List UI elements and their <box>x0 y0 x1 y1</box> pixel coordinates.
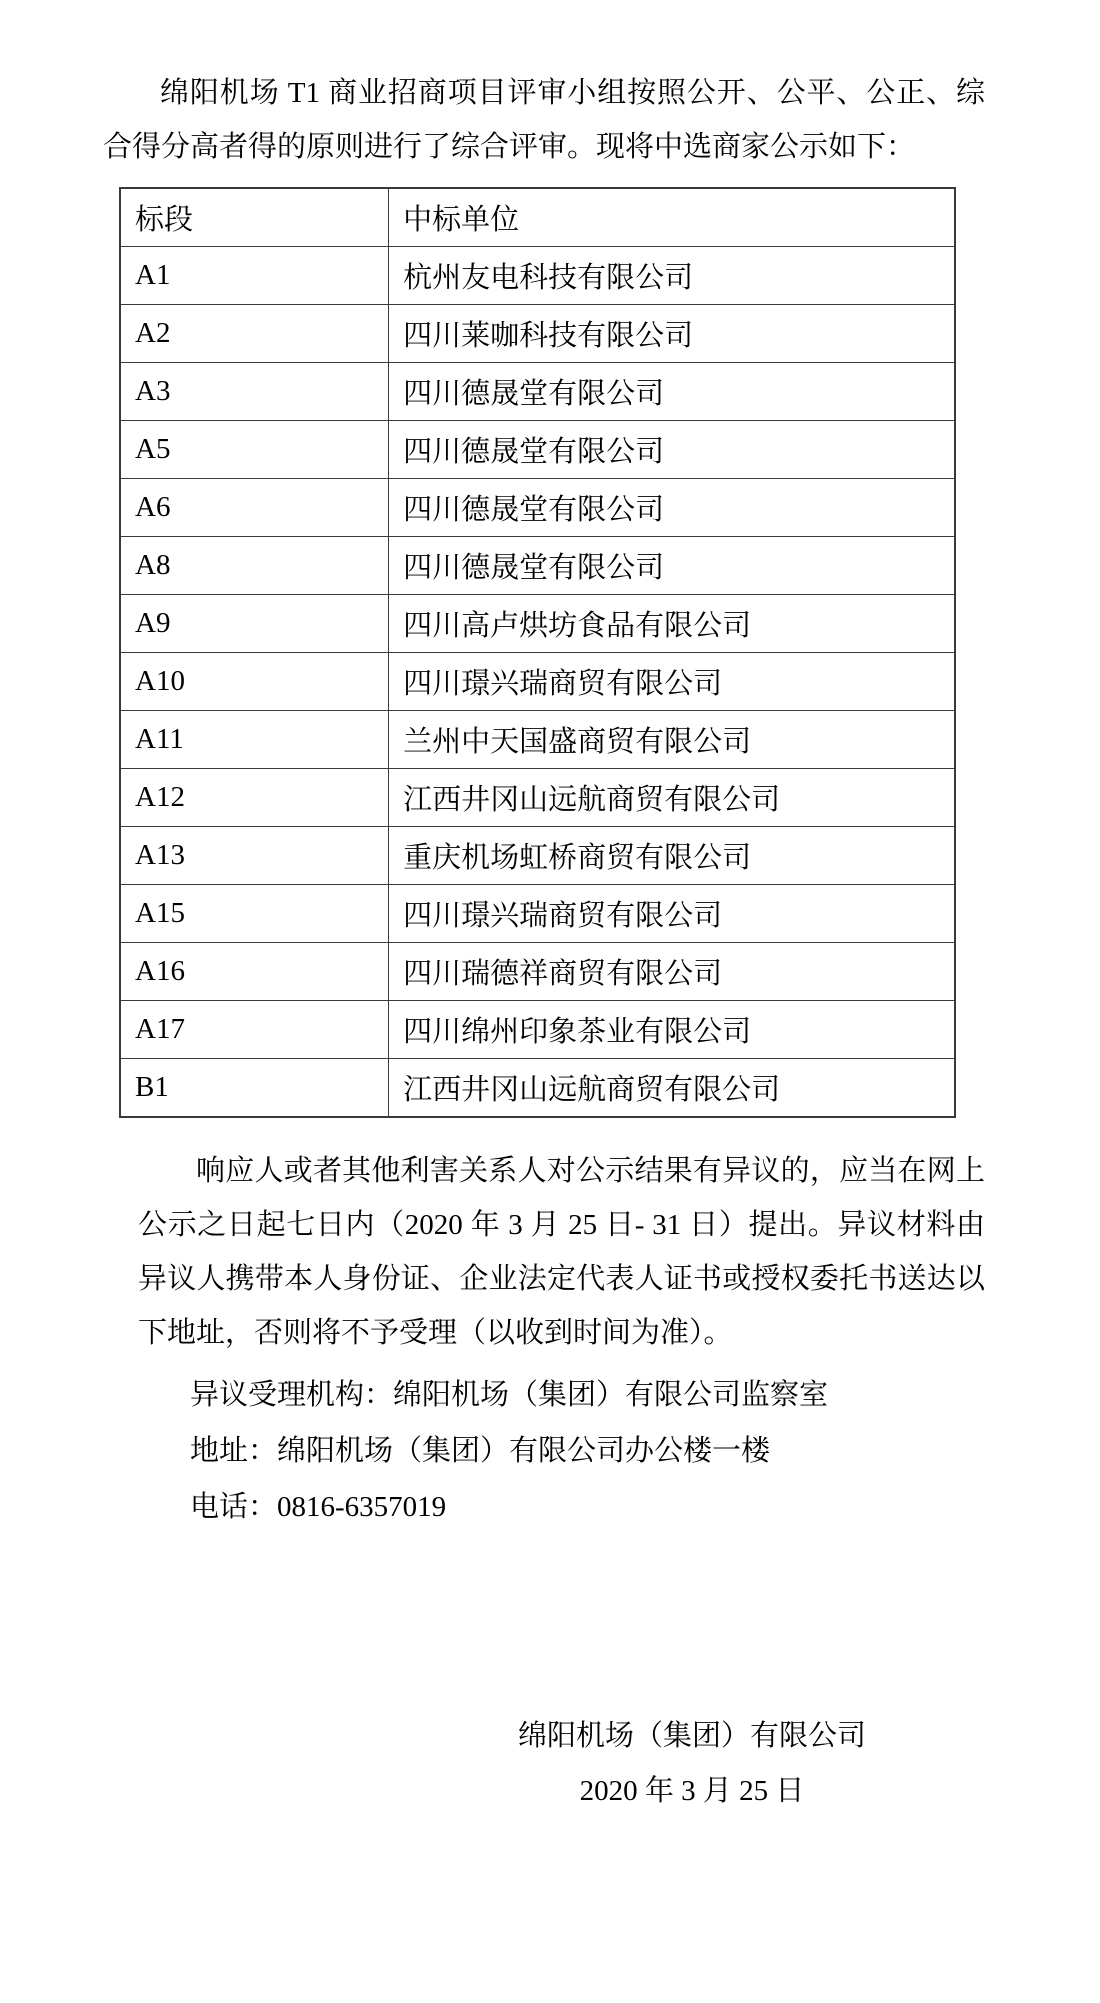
winner-cell: 兰州中天国盛商贸有限公司 <box>389 711 955 769</box>
signature-date: 2020 年 3 月 25 日 <box>579 1775 805 1807</box>
table-header-row <box>120 188 955 247</box>
winner-cell: 四川瑞德祥商贸有限公司 <box>389 943 955 1001</box>
winners-table <box>119 187 956 1118</box>
winner-cell: 杭州友电科技有限公司 <box>389 247 955 305</box>
winner-cell: 四川德晟堂有限公司 <box>389 537 955 595</box>
lot-cell: A11 <box>120 711 389 769</box>
table-row <box>120 537 955 595</box>
contact-block <box>0 1367 985 1535</box>
winner-cell: 四川莱咖科技有限公司 <box>389 305 955 363</box>
lot-cell: A3 <box>120 363 389 421</box>
signature-block <box>0 1709 1100 1819</box>
header-lot: 标段 <box>120 188 389 247</box>
lot-cell: A2 <box>120 305 389 363</box>
winner-cell: 重庆机场虹桥商贸有限公司 <box>389 827 955 885</box>
phone-line: 电话：0816-6357019 <box>190 1491 447 1523</box>
table-row <box>120 1001 955 1059</box>
lot-cell: A8 <box>120 537 389 595</box>
lot-cell: A16 <box>120 943 389 1001</box>
table-row <box>120 827 955 885</box>
document-page <box>0 66 1100 2003</box>
winner-cell: 四川德晟堂有限公司 <box>389 479 955 537</box>
table-row <box>120 885 955 943</box>
table-row <box>120 479 955 537</box>
intro-paragraph: 绵阳机场 T1 商业招商项目评审小组按照公开、公平、公正、综合得分高者得的原则进行了综合评审。现将中选商家公示如下： <box>103 77 985 163</box>
winner-cell: 四川德晟堂有限公司 <box>389 421 955 479</box>
table-row <box>120 653 955 711</box>
winner-cell: 四川绵州印象茶业有限公司 <box>389 1001 955 1059</box>
lot-cell: A17 <box>120 1001 389 1059</box>
address-line: 地址：绵阳机场（集团）有限公司办公楼一楼 <box>190 1435 771 1467</box>
winner-cell: 江西井冈山远航商贸有限公司 <box>389 1059 955 1118</box>
table-body <box>120 247 955 1118</box>
winner-cell: 四川高卢烘坊食品有限公司 <box>389 595 955 653</box>
table-row <box>120 595 955 653</box>
winner-cell: 江西井冈山远航商贸有限公司 <box>389 769 955 827</box>
header-winner: 中标单位 <box>389 188 955 247</box>
objection-office-line: 异议受理机构：绵阳机场（集团）有限公司监察室 <box>190 1379 829 1411</box>
signature-company: 绵阳机场（集团）有限公司 <box>517 1720 866 1752</box>
lot-cell: A6 <box>120 479 389 537</box>
table-row <box>120 247 955 305</box>
lot-cell: A15 <box>120 885 389 943</box>
lot-cell: A10 <box>120 653 389 711</box>
table-row <box>120 363 955 421</box>
table-row <box>120 305 955 363</box>
lot-cell: A1 <box>120 247 389 305</box>
winner-cell: 四川璟兴瑞商贸有限公司 <box>389 885 955 943</box>
lot-cell: A9 <box>120 595 389 653</box>
objection-paragraph: 响应人或者其他利害关系人对公示结果有异议的，应当在网上公示之日起七日内（2020 年 3 月 25 日- 31 日）提出。异议材料由异议人携带本人身份证、企业法定代表人证书或授权委托书送达以下地址，否则将不予受理（以收到时间为准）。 <box>138 1155 985 1349</box>
lot-cell: A12 <box>120 769 389 827</box>
table-row <box>120 711 955 769</box>
lot-cell: A13 <box>120 827 389 885</box>
winner-cell: 四川德晟堂有限公司 <box>389 363 955 421</box>
lot-cell: A5 <box>120 421 389 479</box>
table-row <box>120 1059 955 1118</box>
table-row <box>120 769 955 827</box>
winner-cell: 四川璟兴瑞商贸有限公司 <box>389 653 955 711</box>
table-row <box>120 943 955 1001</box>
lot-cell: B1 <box>120 1059 389 1118</box>
table-row <box>120 421 955 479</box>
